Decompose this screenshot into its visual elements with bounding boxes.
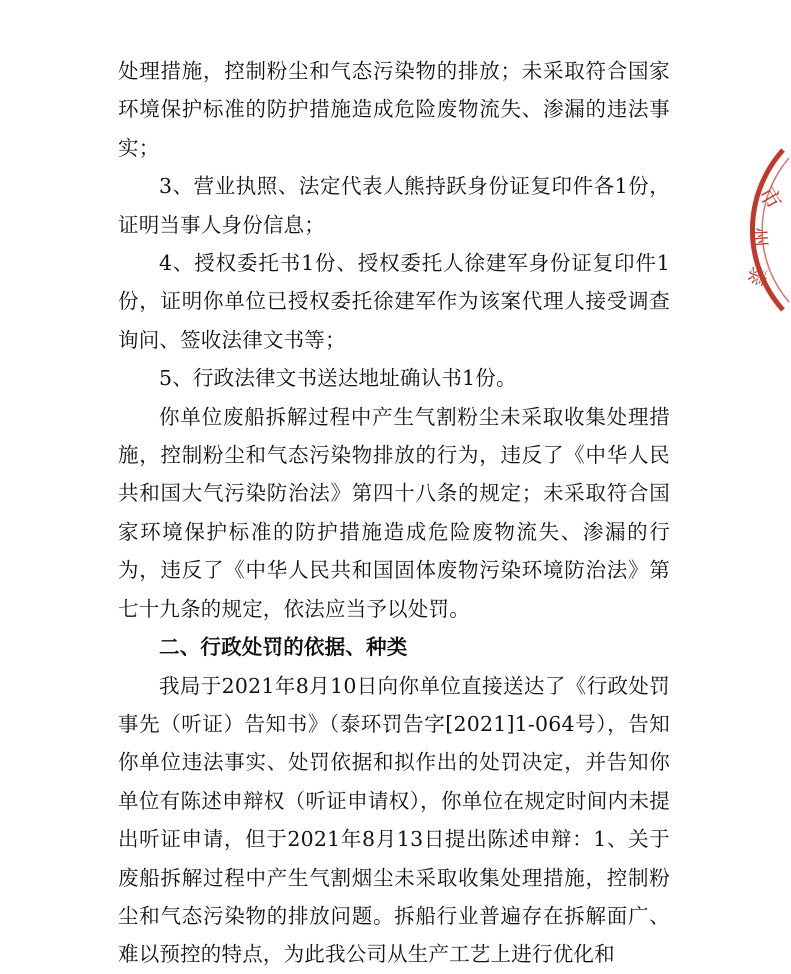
statement-paragraph: 我局于2021年8月10日向你单位直接送达了《行政处罚事先（听证）告知书》（泰环罚告字[2021]1-064号），告知你单位违法事实、处罚依据和拟作出的处罚决定，并告知你单位有陈述申辩权（听证申请权），你单位在规定时间内未提出听证申请，但于2021年8月13日提出陈述申辩：1、关于废船拆解过程中产生气割烟尘未采取收集处理措施，控制粉尘和气态污染物的排放问题。拆船行业普遍存在拆解面广、难以预控的特点，为此我公司从生产工艺上进行优化和 — [118, 673, 670, 967]
evidence-item-3: 3、营业执照、法定代表人熊持跃身份证复印件各1份，证明当事人身份信息； — [118, 174, 670, 237]
evidence-item-4: 4、授权委托书1份、授权委托人徐建军身份证复印件1份，证明你单位已授权委托徐建军作为该案代理人接受调查询问、签收法律文书等； — [118, 251, 670, 352]
evidence-item-5: 5、行政法律文书送达地址确认书1份。 — [159, 366, 517, 391]
section-heading: 二、行政处罚的依据、种类 — [159, 635, 408, 660]
seal-glyph-3: 泰 — [742, 262, 772, 290]
official-seal-fragment — [731, 150, 791, 310]
paragraph-continued: 处理措施，控制粉尘和气态污染物的排放；未采取符合国家环境保护标准的防护措施造成危险废物流失、渗漏的违法事实； — [118, 59, 670, 160]
violation-paragraph: 你单位废船拆解过程中产生气割粉尘未采取收集处理措施，控制粉尘和气态污染物排放的行为，违反了《中华人民共和国大气污染防治法》第四十八条的规定；未采取符合国家环境保护标准的防护措施造成危险废物流失、渗漏的行为，违反了《中华人民共和国固体废物污染环境防治法》第七十九条的规定，依法应当予以处罚。 — [118, 404, 670, 621]
seal-glyph-2: 州 — [746, 226, 772, 249]
document-body — [118, 52, 670, 974]
seal-glyph-1: 市 — [752, 182, 786, 215]
